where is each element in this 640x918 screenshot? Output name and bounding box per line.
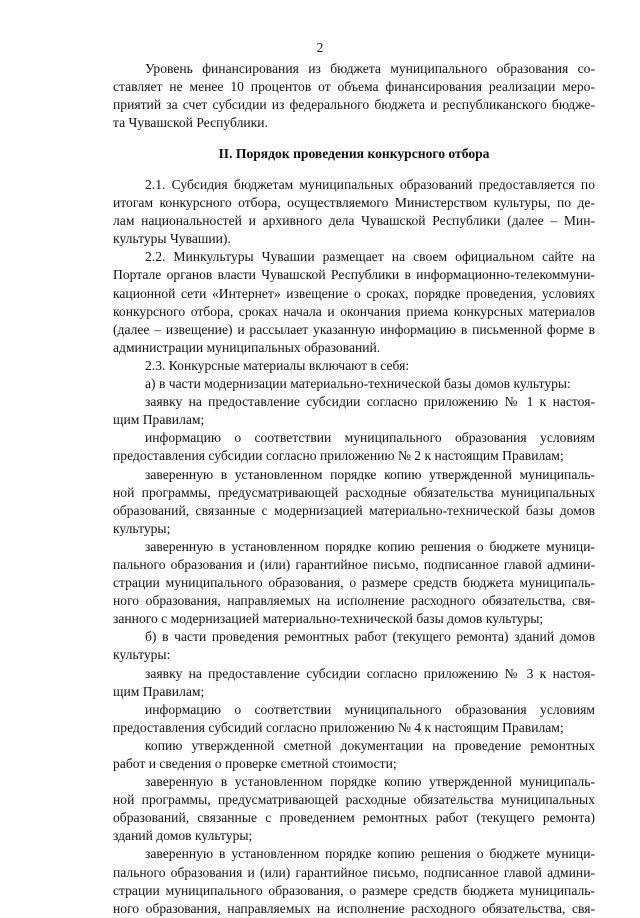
- text-line: предоставления субсидий согласно приложению № 4 к настоящим Правилам;: [113, 719, 564, 735]
- text-line: итогам конкурсного отбора, осуществляемого Министерством культуры, по де-: [113, 195, 595, 211]
- text-line: 2.3. Конкурсные материалы включают в себя:: [145, 357, 410, 373]
- text-line: информацию о соответствии муниципального образования условиям: [145, 701, 595, 717]
- text-line: заверенную в установленном порядке копию утвержденной муниципаль-: [145, 774, 595, 790]
- text-line: работ и сведения о проверке сметной стоимости;: [113, 756, 397, 771]
- text-line: та Чувашской Республики.: [113, 115, 268, 131]
- text-line: приятий за счет субсидии из федерального бюджета и республиканского бюдже-: [113, 97, 595, 113]
- text-line: (далее – извещение) и рассылает указанную информацию в письменной форме в: [113, 321, 595, 337]
- text-line: заявку на предоставление субсидии согласно приложению № 3 к настоя-: [145, 665, 595, 681]
- page-number: 2: [316, 40, 324, 55]
- text-line: Уровень финансирования из бюджета муниципального образования со-: [145, 61, 595, 76]
- text-line: культуры;: [113, 520, 171, 536]
- text-line: предоставления субсидии согласно приложению № 2 к настоящим Правилам;: [113, 448, 564, 464]
- text-line: ставляет не менее 10 процентов от объема финансирования реализации меро-: [113, 79, 595, 95]
- text-line: б) в части проведения ремонтных работ (текущего ремонта) зданий домов: [145, 629, 595, 645]
- text-line: страции муниципального образования, о размере средств бюджета муниципаль-: [113, 882, 595, 898]
- text-line: администрации муниципальных образований.: [113, 339, 381, 355]
- text-line: ного образования, направляемых на исполнение расходного обязательства, свя-: [113, 900, 595, 916]
- text-line: страции муниципального образования, о размере средств бюджета муниципаль-: [113, 575, 595, 591]
- text-line: заверенную в установленном порядке копию решения о бюджете муници-: [145, 538, 595, 554]
- text-line: копию утвержденной сметной документации на проведение ремонтных: [145, 737, 595, 753]
- text-line: образований, связанные с модернизацией материально-технической базы домов: [113, 502, 595, 518]
- text-line: ной программы, предусматривающей расходные обязательства муниципальных: [113, 484, 595, 500]
- text-line: пального образования и (или) гарантийное письмо, подписанное главой админи-: [113, 864, 595, 880]
- text-line: информацию о соответствии муниципального образования условиям: [145, 430, 595, 446]
- text-line: 2.2. Минкультуры Чувашии размещает на своем официальном сайте на: [145, 249, 595, 265]
- text-line: а) в части модернизации материально-технической базы домов культуры:: [145, 376, 571, 392]
- text-line: культуры Чувашии).: [113, 231, 231, 247]
- text-line: ной программы, предусматривающей расходные обязательства муниципальных: [113, 792, 595, 808]
- text-line: культуры:: [113, 647, 171, 663]
- text-line: конкурсного отбора, сроках начала и окончания приема конкурсных материалов: [113, 303, 595, 319]
- text-line: заверенную в установленном порядке копию решения о бюджете муници-: [145, 846, 595, 862]
- text-line: ного образования, направляемых на исполнение расходного обязательства, свя-: [113, 593, 595, 609]
- text-line: 2.1. Субсидия бюджетам муниципальных образований предоставляется по: [145, 177, 595, 192]
- text-line: щим Правилам;: [113, 412, 205, 428]
- text-line: Портале органов власти Чувашской Республики в информационно-телекоммуни-: [113, 267, 595, 283]
- text-line: лам национальностей и архивного дела Чувашской Республики (далее – Мин-: [113, 213, 595, 229]
- text-line: заверенную в установленном порядке копию утвержденной муниципаль-: [145, 466, 595, 482]
- text-line: пального образования и (или) гарантийное письмо, подписанное главой админи-: [113, 556, 595, 572]
- section-body: [113, 176, 595, 918]
- text-line: занного с модернизацией материально-технической базы домов культуры;: [113, 611, 544, 627]
- text-line: щим Правилам;: [113, 683, 205, 699]
- text-line: кационной сети «Интернет» извещение о сроках, порядке проведения, условиях: [113, 285, 595, 301]
- intro-paragraph: [113, 60, 595, 132]
- text-line: зданий домов культуры;: [113, 828, 253, 844]
- text-line: заявку на предоставление субсидии согласно приложению № 1 к настоя-: [145, 394, 595, 410]
- text-line: образований, связанные с проведением ремонтных работ (текущего ремонта): [113, 810, 595, 826]
- section-heading: II. Порядок проведения конкурсного отбора: [218, 146, 490, 161]
